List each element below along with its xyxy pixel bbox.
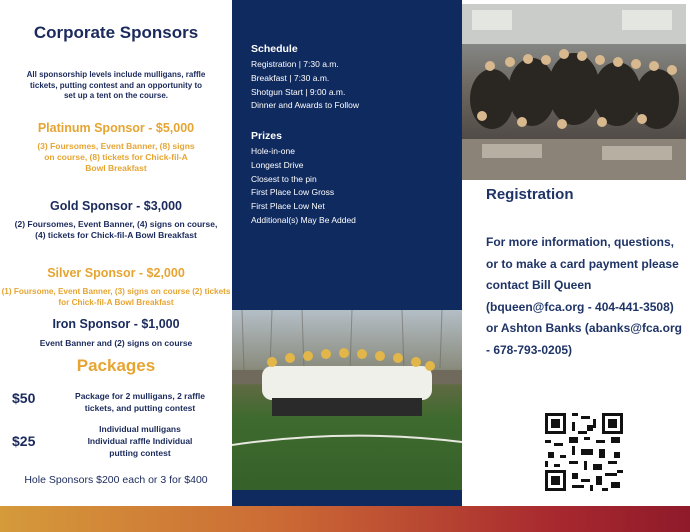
iron-sponsor-title: Iron Sponsor - $1,000 (52, 317, 180, 331)
footer-gradient-band (0, 506, 690, 532)
corporate-sponsors-title: Corporate Sponsors (33, 23, 199, 42)
prize-item: First Place Low Net (251, 201, 325, 212)
schedule-title: Schedule (251, 43, 298, 55)
hole-sponsors-text: Hole Sponsors $200 each or 3 for $400 (24, 474, 208, 486)
package-25-desc: Individual mulligans Individual raffle Individual putting contest (87, 424, 193, 458)
package-50-desc: Package for 2 mulligans, 2 raffle tickets, and putting contest (75, 391, 205, 413)
middle-bottom-band (232, 490, 462, 506)
platinum-sponsor-title: Platinum Sponsor - $5,000 (37, 121, 195, 135)
schedule-list (251, 58, 456, 113)
schedule-item: Breakfast | 7:30 a.m. (251, 72, 330, 83)
team-huddle-photo (232, 310, 462, 490)
sponsors-panel (0, 0, 232, 506)
sponsorship-intro: All sponsorship levels include mulligans, raffle tickets, putting contest and an opportunity to set up a tent on the course. (26, 70, 206, 100)
packages-title: Packages (76, 356, 156, 375)
schedule-item: Dinner and Awards to Follow (251, 100, 360, 111)
schedule-item: Registration | 7:30 a.m. (251, 59, 339, 69)
prize-item: Hole-in-one (251, 146, 295, 156)
silver-sponsor-title: Silver Sponsor - $2,000 (47, 266, 185, 280)
package-price-50: $50 (12, 390, 36, 406)
schedule-item: Shotgun Start | 9:00 a.m. (251, 86, 346, 97)
registration-title: Registration (486, 186, 574, 203)
prizes-title: Prizes (251, 130, 282, 142)
silver-sponsor-desc: (1) Foursome, Event Banner, (3) signs on course (2) tickets for Chick-fil-A Bowl Breakfast (1, 287, 231, 307)
platinum-sponsor-desc: (3) Foursomes, Event Banner, (8) signs on course, (8) tickets for Chick-fil-A Bowl Breakfast (37, 141, 195, 173)
gold-sponsor-title: Gold Sponsor - $3,000 (50, 199, 182, 213)
package-price-25: $25 (12, 433, 36, 449)
prize-item: Additional(s) May Be Added (251, 214, 356, 225)
qr-code[interactable] (545, 413, 623, 491)
iron-sponsor-desc: Event Banner and (2) signs on course (39, 338, 193, 348)
prizes-list (251, 145, 456, 228)
team-group-photo (462, 4, 686, 180)
prize-item: Closest to the pin (251, 173, 317, 184)
prize-item: First Place Low Gross (251, 187, 335, 198)
registration-contact-text: For more information, questions, or to make a card payment please contact Bill Queen (bqueen@fca.org - 404-441-3508) or Ashton Banks (abanks@fca.org - 678-793-0205) (486, 235, 682, 357)
gold-sponsor-desc: (2) Foursomes, Event Banner, (4) signs on course, (4) tickets for Chick-fil-A Bowl Breakfast (14, 219, 218, 240)
prize-item: Longest Drive (251, 159, 304, 170)
